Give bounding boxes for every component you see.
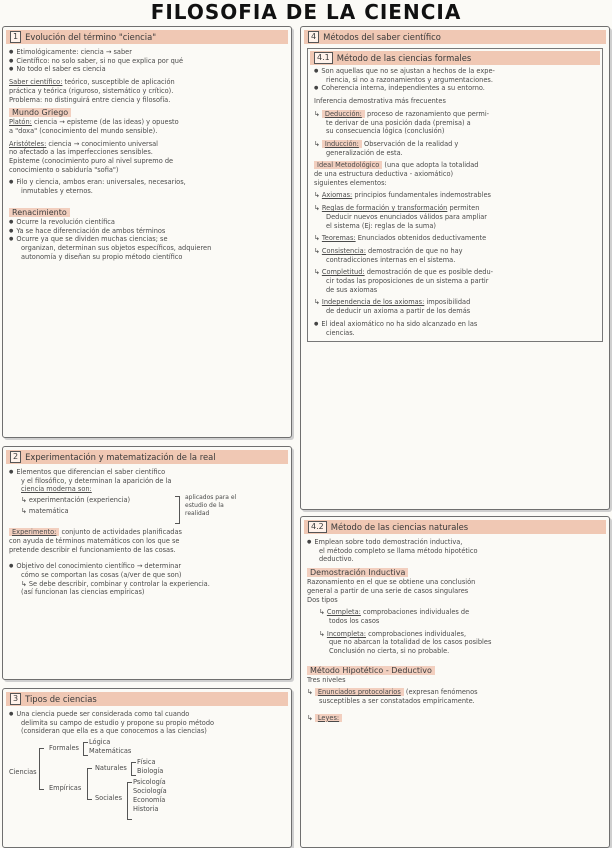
text-line: a "doxa" (conocimiento del mundo sensible). — [9, 126, 158, 135]
tree-node: Empíricas — [49, 784, 82, 793]
text-line: demostración de que no hay — [368, 246, 463, 255]
section-heading: Método de las ciencias naturales — [330, 522, 469, 532]
text-line: delimita su campo de estudio y propone su propio método — [21, 718, 215, 727]
term-label: Experimento: — [9, 528, 59, 536]
term-label: Aristóteles: — [9, 139, 47, 148]
section-heading: Evolución del término "ciencia" — [25, 32, 157, 42]
text-line: susceptibles a ser constatados empíricamente. — [319, 697, 475, 706]
text-line: ● Son aquellas que no se ajustan a hechos de la expe- — [314, 67, 596, 76]
term-label: Deducción: — [322, 110, 365, 118]
text-line: práctica y teórica (riguroso, sistemático y crítico). — [9, 86, 174, 95]
text-line: Deducir nuevos enunciados válidos para ampliar — [326, 212, 487, 221]
term-label: Platón: — [9, 118, 32, 127]
text-line: generalización de esta. — [326, 148, 403, 157]
text-line: ● El ideal axiomático no ha sido alcanzado en las — [314, 320, 596, 329]
text-line: organizan, determinan sus objetos específicos, adquieren — [21, 243, 212, 252]
section-experimentacion — [2, 446, 292, 680]
text-line: ciencia → episteme (de las ideas) y opuesto — [33, 118, 179, 127]
subheading: Ideal Metodológico — [314, 161, 382, 169]
text-line: Observación de la realidad y — [364, 139, 459, 148]
section-header — [304, 520, 606, 534]
section-metodos — [300, 26, 610, 510]
tree-leaf: Psicología — [133, 778, 166, 787]
text-line: (expresan fenómenos — [405, 688, 478, 697]
tree-node: Sociales — [95, 794, 123, 803]
text-line: (una que adopta la totalidad — [384, 161, 479, 170]
text-line: de una estructura deductiva - axiomático) — [314, 170, 454, 179]
text-line: de deducir un axioma a partir de los demás — [326, 307, 471, 316]
section-header — [6, 30, 288, 44]
subheading: Renacimiento — [9, 208, 70, 217]
term-label: Independencia de los axiomas: — [321, 298, 425, 307]
text-line: Dos tipos — [307, 595, 338, 604]
subsection-formales — [307, 48, 603, 342]
section-heading: Tipos de ciencias — [25, 694, 97, 704]
term-label: Consistencia: — [321, 246, 366, 255]
text-line: ● Emplean sobre todo demostración inductiva, — [307, 538, 603, 547]
tree-leaf: Física — [137, 758, 156, 767]
classification-tree — [9, 740, 285, 830]
text-line: con ayuda de términos matemáticos con los que se — [9, 536, 180, 545]
text-line: principios fundamentales indemostrables — [354, 191, 491, 200]
section-number: 4.1 — [314, 52, 333, 64]
tree-leaf: Biología — [137, 767, 164, 776]
text-line: general a partir de una serie de casos singulares — [307, 586, 469, 595]
text-line: ● Filo y ciencia, ambos eran: universales, necesarios, — [9, 178, 285, 187]
term-label: Teoremas: — [321, 234, 356, 243]
text-line: permiten — [449, 204, 480, 213]
section-naturales — [300, 516, 610, 848]
text-line: Inferencia demostrativa más frecuentes — [314, 97, 446, 106]
text-line: proceso de razonamiento que permi- — [367, 109, 490, 118]
subsection-header — [310, 51, 600, 65]
term-label: Incompleta: — [326, 629, 367, 638]
section-evolucion — [2, 26, 292, 438]
text-line: Problema: no distinguirá entre ciencia y filosofía. — [9, 95, 171, 104]
text-line: riencia, si no a razonamientos y argumentaciones. — [326, 75, 493, 84]
text-line: comprobaciones individuales, — [368, 629, 467, 638]
text-line: comprobaciones individuales de — [362, 608, 470, 617]
text-line: deductivo. — [319, 555, 354, 564]
section-number: 2 — [10, 451, 21, 463]
text-line: ● Ocurre ya que se dividen muchas ciencias; se — [9, 235, 285, 244]
section-number: 3 — [10, 693, 21, 705]
text-line: ● Una ciencia puede ser considerada como tal cuando — [9, 710, 285, 719]
section-header — [304, 30, 606, 44]
text-line: (así funcionan las ciencias empíricas) — [21, 588, 145, 597]
text-line: ● Etimológicamente: ciencia → saber — [9, 48, 285, 57]
text-line: autonomía y diseñan su propio método científico — [21, 252, 183, 261]
text-line: inmutables y eternos. — [21, 187, 93, 196]
text-line: ● Coherencia interna, independientes a su entorno. — [314, 84, 596, 93]
text-line: conjunto de actividades planificadas — [61, 528, 182, 537]
subheading: Mundo Griego — [9, 108, 71, 117]
text-line: ● Ocurre la revolución científica — [9, 218, 285, 227]
text-line: estudio de la — [185, 502, 224, 510]
text-line: ciencia → conocimiento universal — [48, 139, 159, 148]
term-label: Inducción: — [322, 140, 362, 148]
text-line: te derivar de una posición dada (premisa) a — [326, 118, 471, 127]
text-line: todos los casos — [329, 616, 380, 625]
text-line: ciencia moderna son: — [21, 485, 92, 494]
section-header — [6, 692, 288, 706]
subheading: Demostración Inductiva — [307, 568, 408, 577]
tree-leaf: Lógica — [89, 738, 111, 747]
text-line: ● Científico: no solo saber, si no que explica por qué — [9, 57, 285, 66]
text-line: su consecuencia lógica (conclusión) — [326, 127, 445, 136]
text-line: ciencias. — [326, 328, 355, 337]
section-heading: Experimentación y matematización de la real — [25, 452, 216, 462]
text-line: Enunciados obtenidos deductivamente — [357, 234, 487, 243]
text-line: de sus axiomas — [326, 285, 378, 294]
text-line: (consideran que ella es a que conocemos a las ciencias) — [21, 727, 207, 736]
text-line: realidad — [185, 510, 210, 518]
tree-node: Naturales — [95, 764, 127, 773]
text-line: Conclusión no cierta, si no probable. — [329, 647, 450, 656]
text-line: el sistema (Ej: reglas de la suma) — [326, 221, 436, 230]
tree-leaf: Economía — [133, 796, 166, 805]
text-line: no afectado a las imperfecciones sensibles. — [9, 148, 153, 157]
term-label: Enunciados protocolarios — [315, 688, 404, 696]
text-line: aplicados para el — [185, 494, 237, 502]
term-label: Completitud: — [321, 268, 365, 277]
term-label: Completa: — [326, 608, 361, 617]
section-number: 1 — [10, 31, 21, 43]
term-label: Leyes: — [315, 714, 342, 722]
text-line: ● No todo el saber es ciencia — [9, 65, 285, 74]
section-number: 4 — [308, 31, 319, 43]
text-line: cir todas las proposiciones de un sistema a partir — [326, 277, 489, 286]
text-line: que no abarcan la totalidad de los casos posibles — [329, 638, 492, 647]
text-line: y el filosófico, y determinan la aparición de la — [21, 476, 172, 485]
text-line: imposibilidad — [426, 298, 471, 307]
text-line: siguientes elementos: — [314, 178, 387, 187]
list-item: ↳ matemática — [21, 507, 69, 516]
text-line: ● Ya se hace diferenciación de ambos términos — [9, 227, 285, 236]
text-line: ● Objetivo del conocimiento científico → determinar — [9, 562, 285, 571]
term-label: Reglas de formación y transformación — [321, 204, 448, 213]
section-heading: Métodos del saber científico — [323, 32, 441, 42]
text-line: demostración de que es posible dedu- — [366, 268, 494, 277]
tree-leaf: Historia — [133, 805, 159, 814]
text-line: Razonamiento en el que se obtiene una conclusión — [307, 578, 476, 587]
text-line: Tres niveles — [307, 675, 346, 684]
tree-leaf: Matemáticas — [89, 747, 132, 756]
section-header — [6, 450, 288, 464]
text-line: el método completo se llama método hipotético — [319, 546, 478, 555]
section-tipos — [2, 688, 292, 848]
text-line: pretende describir el funcionamiento de las cosas. — [9, 545, 176, 554]
page-title: FILOSOFIA DE LA CIENCIA — [150, 0, 462, 24]
text-line: ↳ Se debe describir, combinar y controlar la experiencia. — [21, 580, 285, 589]
section-heading: Método de las ciencias formales — [336, 53, 472, 63]
text-line: cómo se comportan las cosas (a/ver de que son) — [21, 570, 182, 579]
text-line: conocimiento o sabiduría "sofia") — [9, 165, 119, 174]
text-line: teórico, susceptible de aplicación — [64, 78, 175, 87]
section-number: 4.2 — [308, 521, 327, 533]
text-line: Episteme (conocimiento puro al nivel supremo de — [9, 157, 174, 166]
subheading: Método Hipotético - Deductivo — [307, 666, 435, 675]
text-line: contradicciones internas en el sistema. — [326, 255, 456, 264]
tree-root: Ciencias — [9, 768, 37, 777]
tree-leaf: Sociología — [133, 787, 167, 796]
tree-node: Formales — [49, 744, 79, 753]
term-label: Saber científico: — [9, 78, 63, 87]
text-line: ● Elementos que diferencian el saber científico — [9, 468, 285, 477]
list-item: ↳ experimentación (experiencia) — [21, 496, 130, 505]
term-label: Axiomas: — [321, 191, 353, 200]
